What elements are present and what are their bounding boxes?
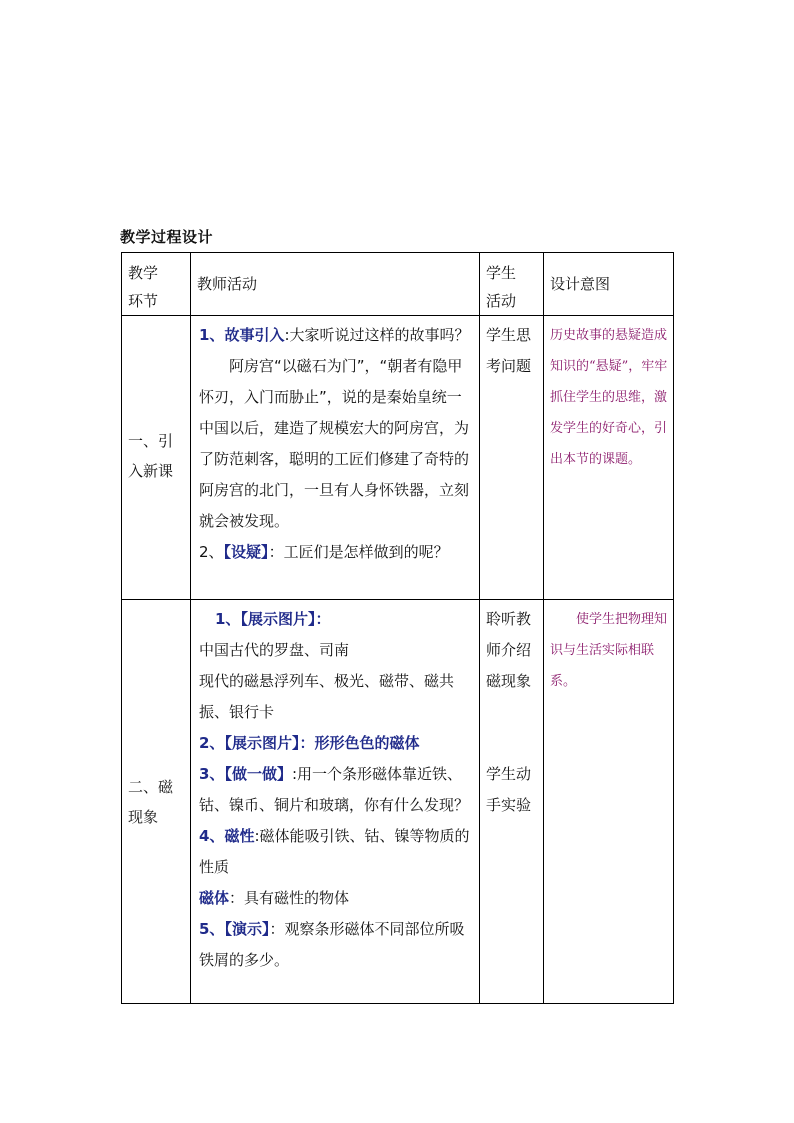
header-design-intent: 设计意图 <box>544 253 674 316</box>
header-teacher-activity: 教师活动 <box>191 253 480 316</box>
stage-cell: 一、引 入新课 <box>122 316 191 600</box>
table-row <box>122 316 674 600</box>
table-header-row <box>122 253 674 316</box>
lesson-process-table <box>121 252 674 1004</box>
header-student-activity: 学生 活动 <box>480 253 544 316</box>
teacher-activity-cell: 1、【展示图片】： 中国古代的罗盘、司南 现代的磁悬浮列车、极光、磁带、磁共振、银行卡 2、【展示图片】：形形色色的磁体 3、【做一做】:用一个条形磁体靠近铁、钴、镍币、铜片和玻璃，你有什么发现？ 4、磁性:磁体能吸引铁、钴、镍等物质的性质 磁体：具有磁性的物体 5、【演示】：观察条形磁体不同部位所吸铁屑的多少。 <box>191 600 480 1004</box>
design-intent-cell: 使学生把物理知识与生活实际相联系。 <box>544 600 674 1004</box>
stage-cell: 二、磁 现象 <box>122 600 191 1004</box>
student-activity-cell: 聆听教师介绍磁现象 学生动手实验 <box>480 600 544 1004</box>
teacher-activity-cell: 1、故事引入:大家听说过这样的故事吗？ 阿房宫“以磁石为门”，“朝者有隐甲怀刃，入门而胁止”，说的是秦始皇统一中国以后，建造了规模宏大的阿房宫，为了防范刺客，聪明的工匠们修建了奇特的阿房宫的北门，一旦有人身怀铁器，立刻就会被发现。 2、【设疑】：工匠们是怎样做到的呢？ <box>191 316 480 600</box>
page-title: 教学过程设计 <box>120 228 214 246</box>
design-intent-cell: 历史故事的悬疑造成知识的“悬疑”，牢牢抓住学生的思维，激发学生的好奇心，引出本节的课题。 <box>544 316 674 600</box>
table-row <box>122 600 674 1004</box>
student-activity-cell: 学生思考问题 <box>480 316 544 600</box>
header-stage: 教学 环节 <box>122 253 191 316</box>
